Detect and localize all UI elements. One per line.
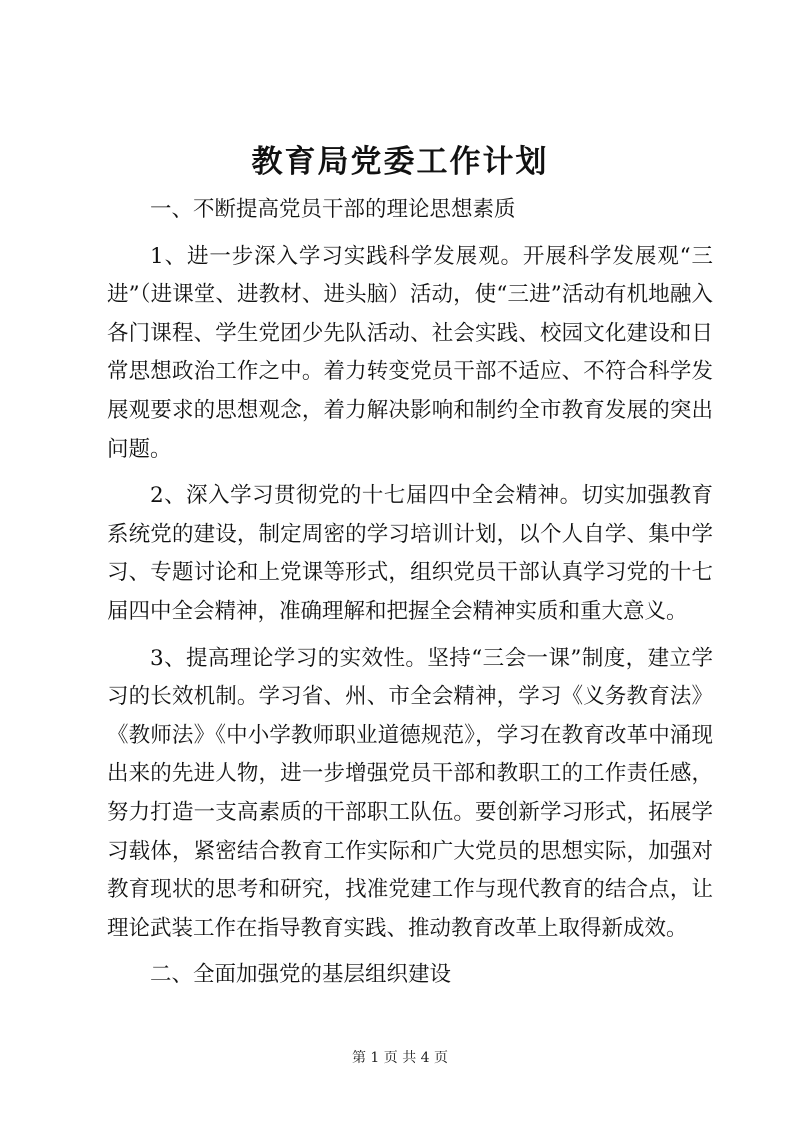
- section-heading-2: 二、全面加强党的基层组织建设: [150, 962, 452, 988]
- document-title: 教育局党委工作计划: [251, 144, 549, 180]
- paragraph-1: 1、进一步深入学习实践科学发展观。开展科学发展观“三进”（进课堂、进教材、进头脑）活动，使“三进”活动有机地融入各门课程、学生党团少先队活动、社会实践、校园文化建设和日常思想政治工作之中。着力转变党员干部不适应、不符合科学发展观要求的思想观念，着力解决影响和制约全市教育发展的突出问题。: [107, 243, 713, 462]
- section-heading-1: 一、不断提高党员干部的理论思想素质: [150, 197, 516, 222]
- paragraph-2: 2、深入学习贯彻党的十七届四中全会精神。切实加强教育系统党的建设，制定周密的学习培训计划，以个人自学、集中学习、专题讨论和上党课等形式，组织党员干部认真学习党的十七届四中全会精神，准确理解和把握全会精神实质和重大意义。: [107, 483, 713, 624]
- paragraph-3: 3、提高理论学习的实效性。坚持“三会一课”制度，建立学习的长效机制。学习省、州、市全会精神，学习《义务教育法》《教师法》《中小学教师职业道德规范》，学习在教育改革中涌现出来的先进人物，进一步增强党员干部和教职工的工作责任感，努力打造一支高素质的干部职工队伍。要创新学习形式，拓展学习载体，紧密结合教育工作实际和广大党员的思想实际，加强对教育现状的思考和研究，找准党建工作与现代教育的结合点，让理论武装工作在指导教育实践、推动教育改革上取得新成效。: [107, 645, 713, 941]
- page-number-footer: 第 1 页 共 4 页: [351, 1050, 449, 1066]
- document-body: [107, 191, 713, 1003]
